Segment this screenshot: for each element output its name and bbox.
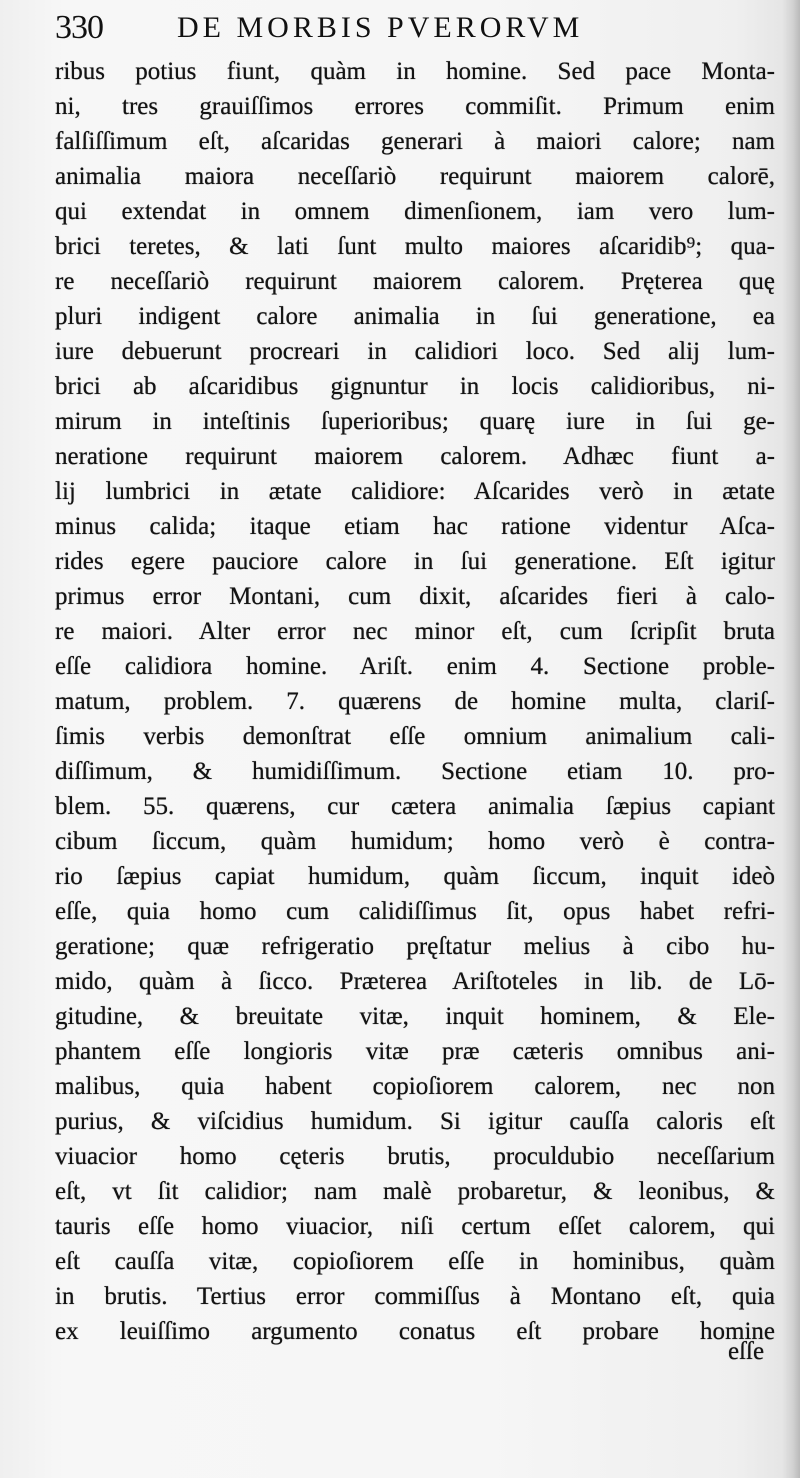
page-number: 330 — [55, 9, 103, 46]
text-line: ni, tres grauiſſimos errores commiſit. Primum enim — [55, 93, 775, 120]
text-line: rides egere pauciore calore in ſui generatione. Eſt igitur — [55, 548, 775, 575]
text-line: blem. 55. quærens, cur cætera animalia ſæpius capiant — [55, 793, 775, 820]
text-line: phantem eſſe longioris vitæ præ cæteris omnibus ani- — [55, 1038, 775, 1065]
text-line: eſſe, quia homo cum calidiſſimus ſit, opus habet refri- — [55, 898, 775, 925]
text-line: purius, & viſcidius humidum. Si igitur cauſſa caloris eſt — [55, 1108, 775, 1135]
text-line: matum, problem. 7. quærens de homine multa, clariſ- — [55, 688, 775, 715]
running-title: DE MORBIS PVERORVM — [177, 11, 584, 44]
text-line: mido, quàm à ſicco. Præterea Ariſtoteles in lib. de Lō- — [55, 968, 775, 995]
text-line: falſiſſimum eſt, aſcaridas generari à maiori calore; nam — [55, 128, 775, 155]
text-line: ex leuiſſimo argumento conatus eſt probare homine — [55, 1318, 775, 1345]
text-line: cibum ſiccum, quàm humidum; homo verò è contra- — [55, 828, 775, 855]
text-line: minus calida; itaque etiam hac ratione videntur Aſca- — [55, 513, 775, 540]
text-line: diſſimum, & humidiſſimum. Sectione etiam 10. pro- — [55, 758, 775, 785]
text-line: primus error Montani, cum dixit, aſcarides fieri à calo- — [55, 583, 775, 610]
text-line: in brutis. Tertius error commiſſus à Montano eſt, quia — [55, 1283, 775, 1310]
text-line: ſimis verbis demonſtrat eſſe omnium animalium cali- — [55, 723, 775, 750]
text-line: viuacior homo cęteris brutis, proculdubio neceſſarium — [55, 1143, 775, 1170]
text-line: gitudine, & breuitate vitæ, inquit hominem, & Ele- — [55, 1003, 775, 1030]
text-line: eſt cauſſa vitæ, copioſiorem eſſe in hominibus, quàm — [55, 1248, 775, 1275]
page-edge-shadow — [782, 0, 800, 1478]
text-line: eſt, vt ſit calidior; nam malè probaretur, & leonibus, & — [55, 1178, 775, 1205]
text-line: qui extendat in omnem dimenſionem, iam vero lum- — [55, 198, 775, 225]
text-line: mirum in inteſtinis ſuperioribus; quarę iure in ſui ge- — [55, 408, 775, 435]
text-line: tauris eſſe homo viuacior, niſi certum eſſet calorem, qui — [55, 1213, 775, 1240]
text-line: re neceſſariò requirunt maiorem calorem. Pręterea quę — [55, 268, 775, 295]
text-line: animalia maiora neceſſariò requirunt maiorem calorē, — [55, 163, 775, 190]
catchword: eſſe — [728, 1338, 765, 1365]
text-line: ribus potius fiunt, quàm in homine. Sed pace Monta- — [55, 58, 775, 85]
page-header — [55, 6, 755, 50]
text-line: malibus, quia habent copioſiorem calorem, nec non — [55, 1073, 775, 1100]
text-line: geratione; quæ refrigeratio pręſtatur melius à cibo hu- — [55, 933, 775, 960]
text-line: neratione requirunt maiorem calorem. Adhæc fiunt a- — [55, 443, 775, 470]
text-line: eſſe calidiora homine. Ariſt. enim 4. Sectione proble- — [55, 653, 775, 680]
text-line: pluri indigent calore animalia in ſui generatione, ea — [55, 303, 775, 330]
text-line: rio ſæpius capiat humidum, quàm ſiccum, inquit ideò — [55, 863, 775, 890]
text-line: brici teretes, & lati ſunt multo maiores aſcaridib⁹; qua- — [55, 233, 775, 260]
text-line: iure debuerunt procreari in calidiori loco. Sed alij lum- — [55, 338, 775, 365]
text-line: re maiori. Alter error nec minor eſt, cum ſcripſit bruta — [55, 618, 775, 645]
body-text — [55, 54, 775, 1349]
text-line: brici ab aſcaridibus gignuntur in locis calidioribus, ni- — [55, 373, 775, 400]
text-line: lij lumbrici in ætate calidiore: Aſcarides verò in ætate — [55, 478, 775, 505]
